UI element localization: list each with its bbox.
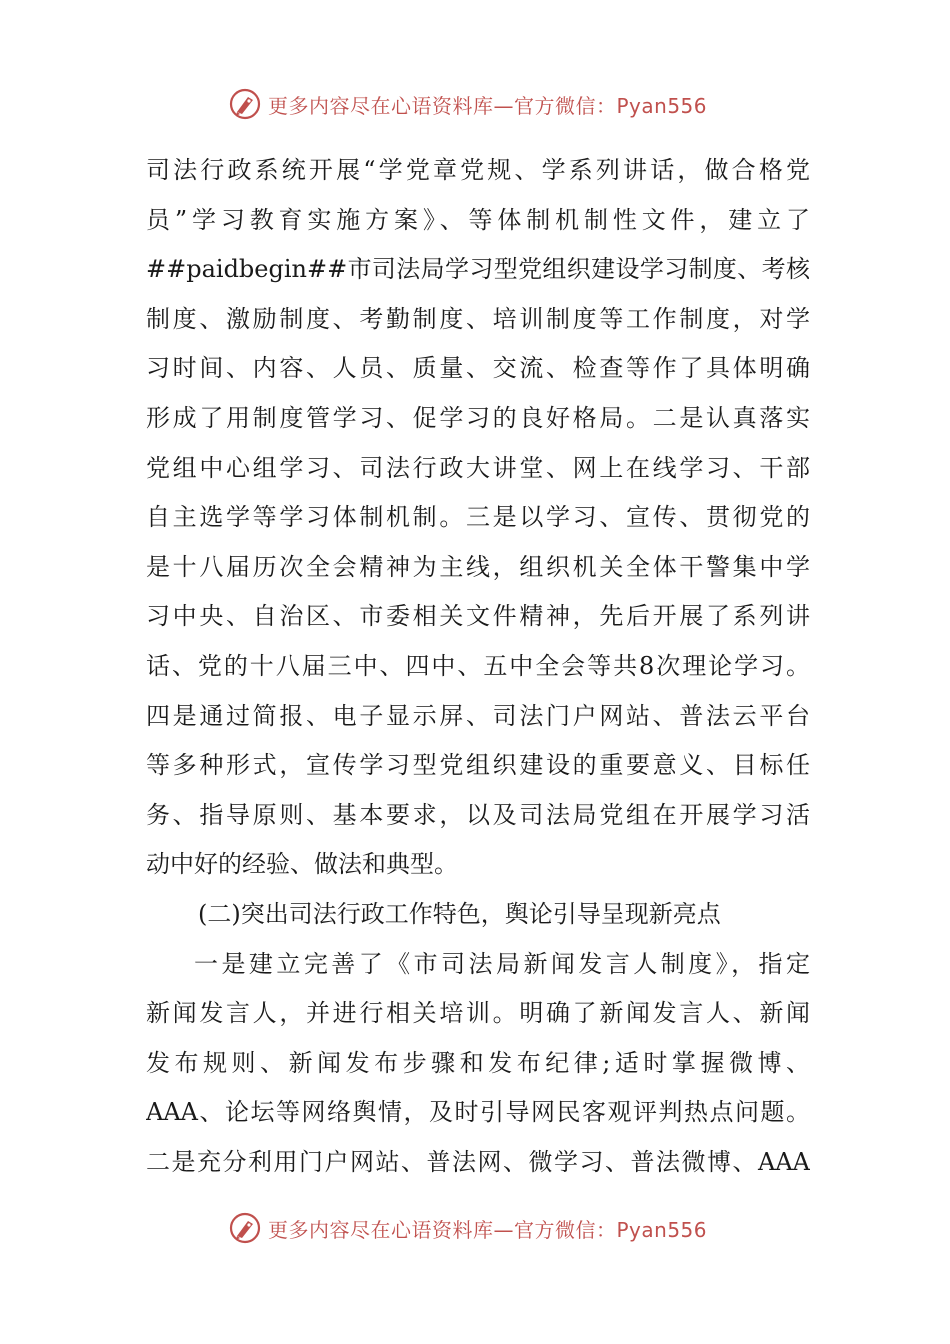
- body-line: 司法行政系统开展“学党章党规、学系列讲话，做合格党: [146, 156, 810, 184]
- body-line: 务、指导原则、基本要求，以及司法局党组在开展学习活: [146, 800, 810, 829]
- body-line: 话、党的十八届三中、四中、五中全会等共8次理论学习。: [146, 651, 810, 680]
- body-line: 形成了用制度管学习、促学习的良好格局。二是认真落实: [146, 403, 810, 432]
- body-line: 新闻发言人，并进行相关培训。明确了新闻发言人、新闻: [146, 999, 810, 1028]
- document-body: [146, 146, 810, 1187]
- body-line: 一是建立完善了《市司法局新闻发言人制度》，指定: [194, 949, 810, 978]
- body-line: 自主选学等学习体制机制。三是以学习、宣传、贯彻党的: [146, 503, 810, 532]
- section-heading: (二)突出司法行政工作特色，舆论引导呈现新亮点: [198, 899, 721, 928]
- body-line: 习中央、自治区、市委相关文件精神，先后开展了系列讲: [146, 602, 810, 631]
- body-line: 制度、激励制度、考勤制度、培训制度等工作制度，对学: [146, 304, 810, 333]
- watermark-text: 更多内容尽在心语资料库—官方微信：Pyan556: [268, 93, 708, 118]
- body-line: 等多种形式，宣传学习型党组织建设的重要意义、目标任: [146, 751, 810, 780]
- body-line: 是十八届历次全会精神为主线，组织机关全体干警集中学: [146, 552, 810, 581]
- body-line: 四是通过简报、电子显示屏、司法门户网站、普法云平台: [146, 701, 810, 730]
- body-line: 习时间、内容、人员、质量、交流、检查等作了具体明确: [146, 354, 810, 383]
- body-line: 员”学习教育实施方案》、等体制机制性文件，建立了: [146, 205, 810, 234]
- body-line: 党组中心组学习、司法行政大讲堂、网上在线学习、干部: [146, 453, 810, 482]
- footer-watermark: [228, 1210, 707, 1246]
- header-watermark: [228, 86, 707, 122]
- body-line: 二是充分利用门户网站、普法网、微学习、普法微博、AAA: [146, 1147, 810, 1176]
- body-line: 动中好的经验、做法和典型。: [146, 850, 458, 879]
- watermark-text: 更多内容尽在心语资料库—官方微信：Pyan556: [268, 1217, 708, 1242]
- body-line: AAA、论坛等网络舆情，及时引导网民客观评判热点问题。: [146, 1098, 810, 1127]
- body-line: ##paidbegin##市司法局学习型党组织建设学习制度、考核: [146, 255, 810, 284]
- pen-nib-icon: [228, 87, 262, 121]
- pen-nib-icon: [228, 1211, 262, 1245]
- body-line: 发布规则、新闻发布步骤和发布纪律;适时掌握微博、: [146, 1048, 810, 1077]
